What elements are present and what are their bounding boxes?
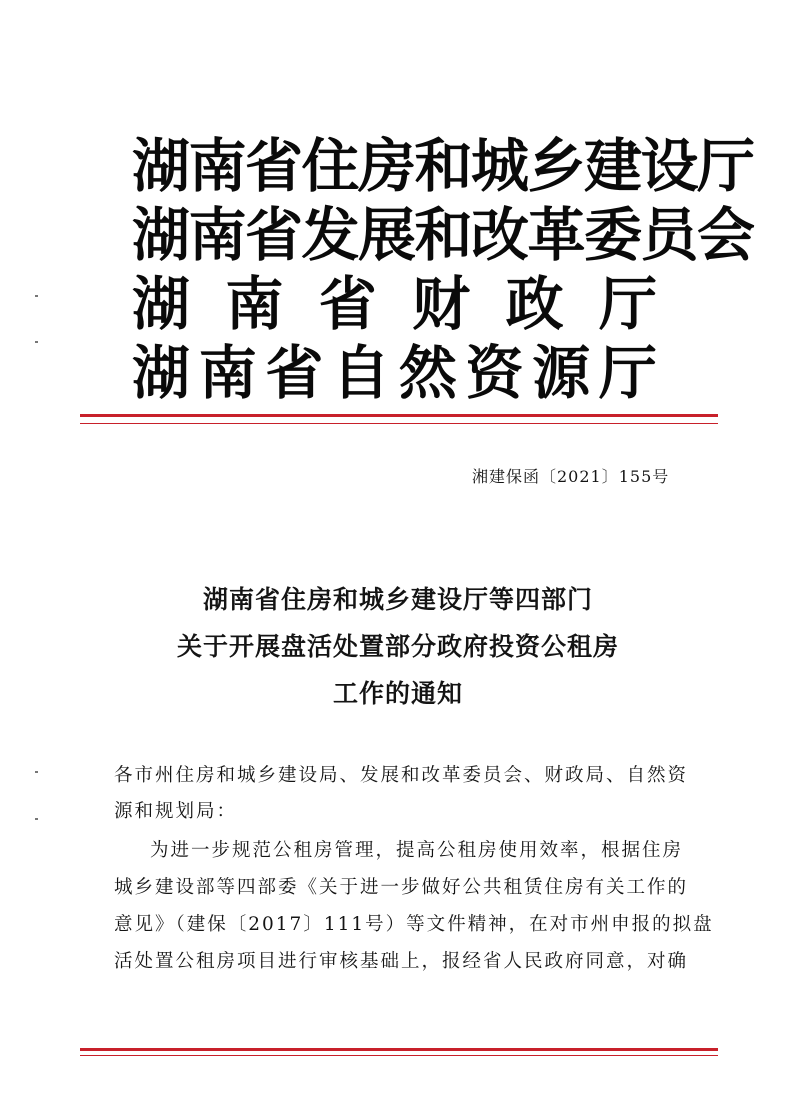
binding-mark <box>35 295 38 297</box>
issuer-development-reform-commission: 湖南省发展和改革委员会 <box>132 201 754 269</box>
paragraph-1-line-3: 意见》（建保〔2017〕111号）等文件精神，在对市州申报的拟盘 <box>114 914 714 935</box>
document-title-line-1: 湖南省住房和城乡建设厅等四部门 <box>202 585 593 614</box>
binding-mark <box>35 341 38 343</box>
footer-red-rule-thin <box>80 1055 718 1056</box>
document-number: 湘建保函〔2021〕155号 <box>472 467 670 486</box>
header-red-rule-thin <box>80 423 718 424</box>
header-red-rule-thick <box>80 414 718 417</box>
document-title-line-2: 关于开展盘活处置部分政府投资公租房 <box>176 632 619 661</box>
footer-red-rule-thick <box>80 1048 718 1051</box>
issuer-housing-department: 湖南省住房和城乡建设厅 <box>132 132 754 200</box>
document-title-line-3: 工作的通知 <box>332 679 463 708</box>
recipients-line-1: 各市州住房和城乡建设局、发展和改革委员会、财政局、自然资 <box>114 765 689 786</box>
binding-mark <box>35 771 38 773</box>
paragraph-1-line-1: 为进一步规范公租房管理，提高公租房使用效率，根据住房 <box>150 840 684 861</box>
issuer-finance-department: 湖 南 省 财 政 厅 <box>132 270 657 338</box>
paragraph-1-line-4: 活处置公租房项目进行审核基础上，报经省人民政府同意，对确 <box>114 951 689 972</box>
paragraph-1-line-2: 城乡建设部等四部委《关于进一步做好公共租赁住房有关工作的 <box>114 877 689 898</box>
issuer-natural-resources-department: 湖 南 省 自 然 资 源 厅 <box>132 339 657 407</box>
recipients-line-2: 源和规划局： <box>114 801 238 822</box>
binding-mark <box>35 818 38 820</box>
